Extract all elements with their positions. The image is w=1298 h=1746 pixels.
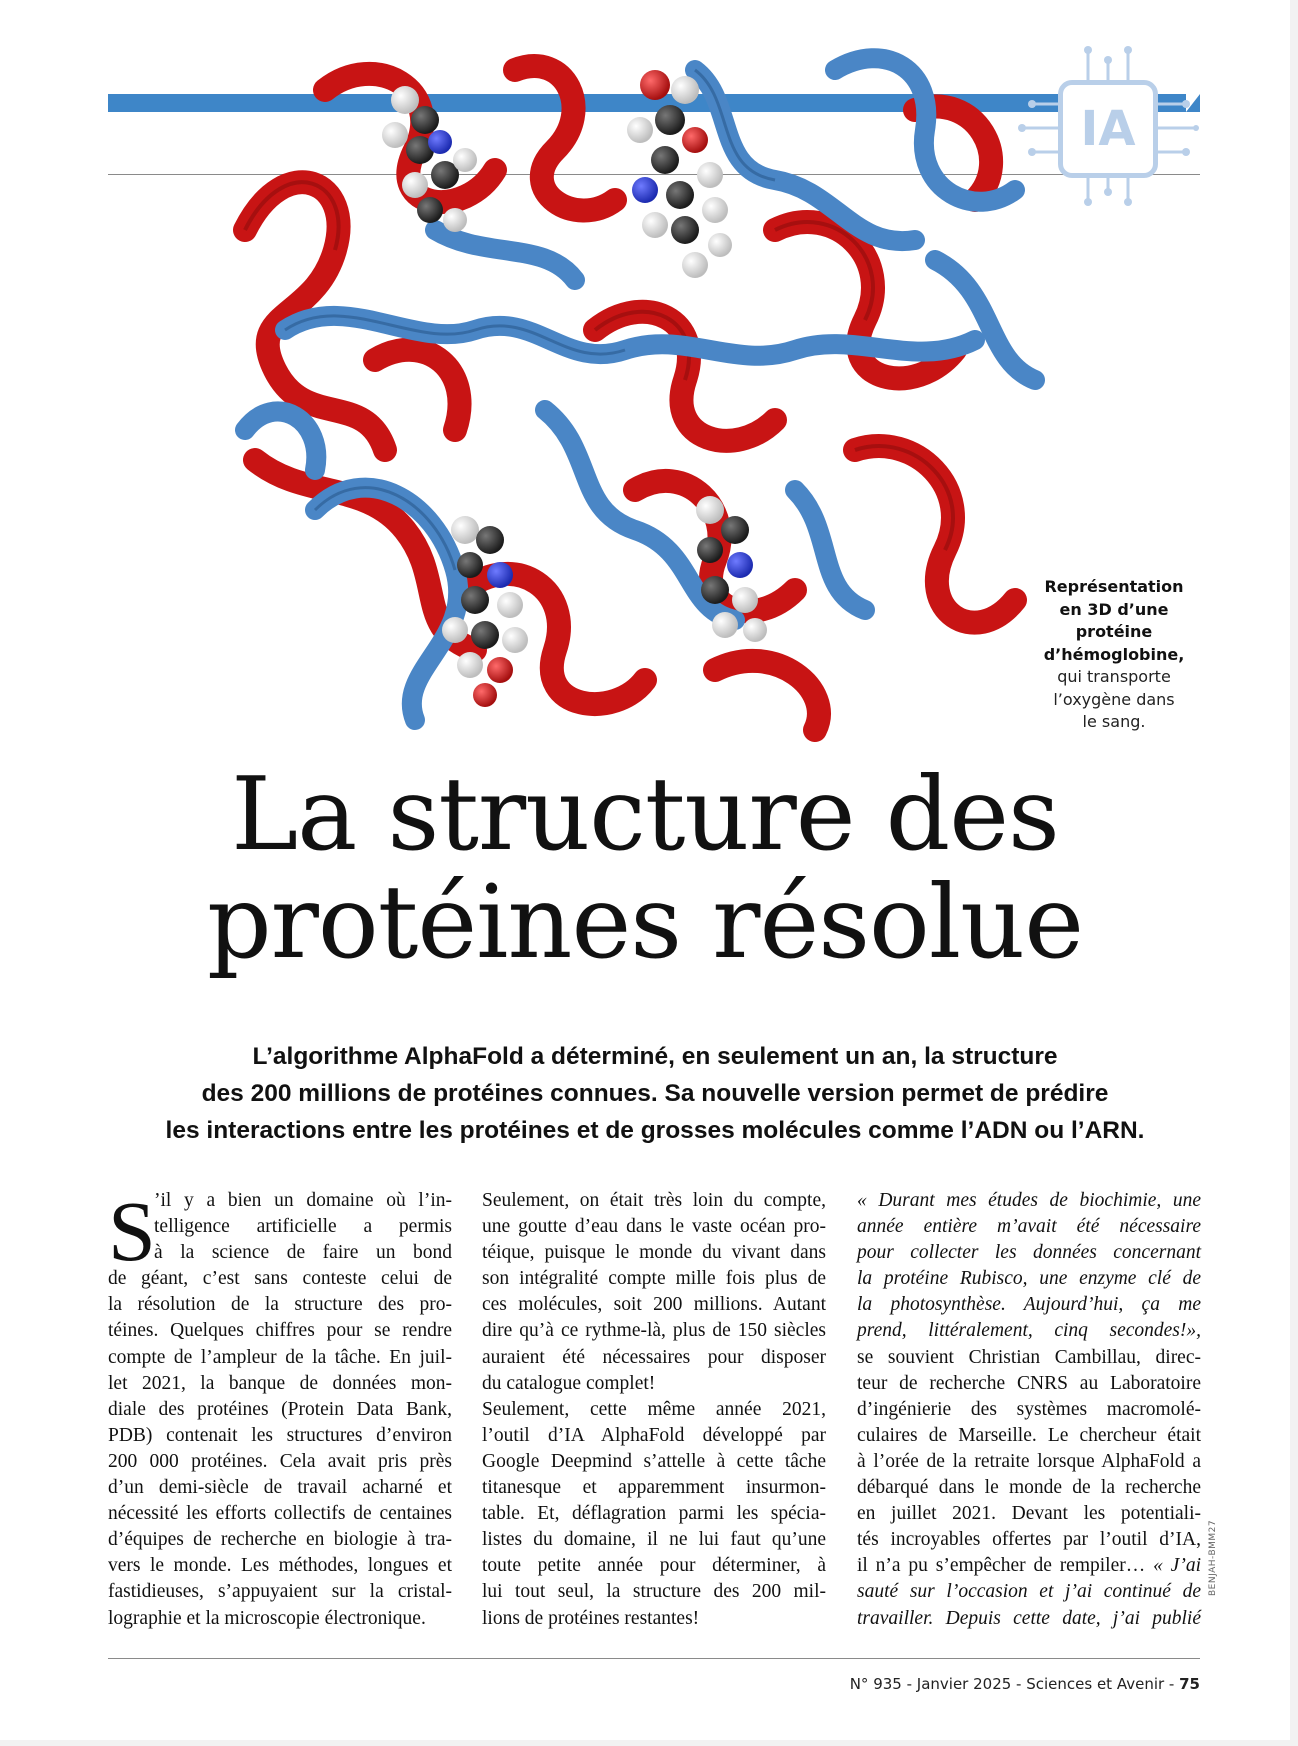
body-text-line: diale des protéines (Protein Data Bank, [108, 1398, 452, 1420]
standfirst-line-1: L’algorithme AlphaFold a déterminé, en seulement un an, la structure [252, 1043, 1058, 1070]
body-text-line: dire qu’à ce rythme-là, plus de 150 siècles [482, 1320, 826, 1342]
body-text-line: en juillet 2021. Devant les potentiali- [857, 1503, 1201, 1525]
body-text-line: lographie et la microscopie électronique. [108, 1607, 426, 1629]
body-text-line: année entière m’avait été nécessaire [857, 1216, 1201, 1238]
caption-line: qui transporte [1057, 667, 1171, 686]
body-column-3 [857, 1188, 1201, 1632]
caption-bold-line: Représentation [1044, 577, 1184, 596]
caption-bold-line: en 3D d’une [1059, 599, 1169, 619]
body-text-line: d’équipes de recherche en biologie à tra- [108, 1529, 452, 1551]
article-headline [0, 755, 1290, 981]
ia-chip-badge [1018, 42, 1200, 212]
body-text-line: ces molécules, soit 200 millions. Autant [482, 1294, 826, 1316]
body-text-line: d’ingénierie des systèmes macromolé- [857, 1398, 1201, 1420]
body-text-line: l’outil d’IA AlphaFold développé par [482, 1424, 826, 1446]
body-text-line: travailler. Depuis cette date, j’ai publié [857, 1607, 1201, 1629]
footer-rule [108, 1658, 1200, 1659]
body-text-line: téique, puisque le monde du vivant dans [482, 1242, 826, 1264]
body-text-line: débarqué dans le monde de la recherche [857, 1477, 1201, 1499]
image-caption [1028, 576, 1200, 734]
body-text-line: PDB) contenait les structures d’environ [108, 1424, 452, 1446]
body-text-line: compte de l’ampleur de la tâche. En juil- [108, 1346, 452, 1368]
body-text-line: prend, littéralement, cinq secondes!», [857, 1320, 1201, 1342]
headline-line-1: La structure des [231, 755, 1059, 873]
body-text-line: de géant, c’est sans conteste celui de [108, 1268, 452, 1290]
body-text-line: la résolution de la structure des pro- [108, 1294, 452, 1316]
body-text-line: telligence artificielle a permis [154, 1216, 452, 1238]
body-text-line: fastidieuses, s’appuyaient sur la cristal- [108, 1581, 452, 1603]
body-text-line: d’un demi-siècle de travail acharné et [108, 1477, 452, 1499]
body-text-line: la protéine Rubisco, une enzyme clé de [857, 1268, 1201, 1290]
body-text-line: téines. Quelques chiffres pour se rendre [108, 1320, 452, 1342]
body-text-line: let 2021, la banque de données mon- [108, 1372, 452, 1394]
body-text-line: à la science de faire un bond [154, 1242, 452, 1264]
page-number: 75 [1179, 1675, 1200, 1693]
caption-line: l’oxygène dans [1053, 689, 1175, 709]
body-text-line: la photosynthèse. Aujourd’hui, ça me [857, 1294, 1201, 1316]
photo-credit: BENJAH-BMM27 [1208, 1519, 1218, 1596]
body-text-line: « Durant mes études de biochimie, une [857, 1190, 1201, 1211]
caption-bold-line: d’hémoglobine, [1043, 644, 1185, 664]
body-text-line: Seulement, cette même année 2021, [482, 1398, 826, 1420]
body-text-line: auraient été nécessaires pour disposer [482, 1346, 826, 1368]
body-text-line: titanesque et apparemment insurmon- [482, 1477, 826, 1499]
body-text-line: listes du domaine, il ne lui faut qu’une [482, 1529, 826, 1551]
body-text-line: toute petite année pour déterminer, à [482, 1555, 826, 1577]
body-text-line: culaires de Marseille. Le chercheur était [857, 1424, 1201, 1446]
chip-square [1058, 80, 1158, 178]
standfirst-line-3: les interactions entre les protéines et de grosses molécules comme l’ADN ou l’ARN. [165, 1117, 1145, 1144]
headline-line-2: protéines résolue [207, 863, 1083, 981]
body-text-line: pour collecter les données concernant [857, 1242, 1201, 1264]
body-text-line: sauté sur l’occasion et j’ai continué de [857, 1581, 1201, 1603]
body-text-line: il n’a pu s’empêcher de rempiler… « J’ai [857, 1555, 1201, 1577]
hemoglobin-protein-illustration [215, 30, 1055, 750]
ia-badge-label: IA [1080, 101, 1136, 157]
body-text-line: Google Deepmind s’attelle à cette tâche [482, 1450, 826, 1472]
caption-bold-line: protéine [1075, 622, 1153, 641]
body-text-line: tés incroyables offertes par l’outil d’IA, [857, 1529, 1201, 1551]
body-text-line: 200 000 protéines. Cela avait pris près [108, 1450, 452, 1472]
caption-line: le sang. [1082, 712, 1146, 731]
body-text-line: Seulement, on était très loin du compte, [482, 1190, 826, 1211]
body-text-line: nécessité les efforts collectifs de centaines [108, 1503, 452, 1525]
body-text-line: lui tout seul, la structure des 200 mil- [482, 1581, 826, 1603]
body-text-line: teur de recherche CNRS au Laboratoire [857, 1372, 1201, 1394]
body-column-1 [108, 1183, 452, 1632]
body-text-line: ’il y a bien un domaine où l’in- [154, 1190, 452, 1211]
page-footer [850, 1675, 1200, 1693]
body-text-line: à l’orée de la retraite lorsque AlphaFold a [857, 1450, 1201, 1472]
article-standfirst [110, 1038, 1200, 1149]
body-text-line: vers le monde. Les méthodes, longues et [108, 1555, 452, 1577]
body-column-2 [482, 1188, 826, 1632]
drop-cap: S [108, 1183, 156, 1279]
body-text-line: du catalogue complet! [482, 1372, 656, 1394]
footer-issue: N° 935 - Janvier 2025 - Sciences et Avenir - [849, 1675, 1175, 1693]
body-text-line: table. Et, déflagration parmi les spécia- [482, 1503, 826, 1525]
body-text-line: lions de protéines restantes! [482, 1607, 700, 1629]
body-text-line: son intégralité compte mille fois plus de [482, 1268, 826, 1290]
body-text-line: une goutte d’eau dans le vaste océan pro- [482, 1216, 826, 1238]
body-text-line: se souvient Christian Cambillau, direc- [857, 1346, 1201, 1368]
standfirst-line-2: des 200 millions de protéines connues. Sa nouvelle version permet de prédire [201, 1080, 1109, 1107]
